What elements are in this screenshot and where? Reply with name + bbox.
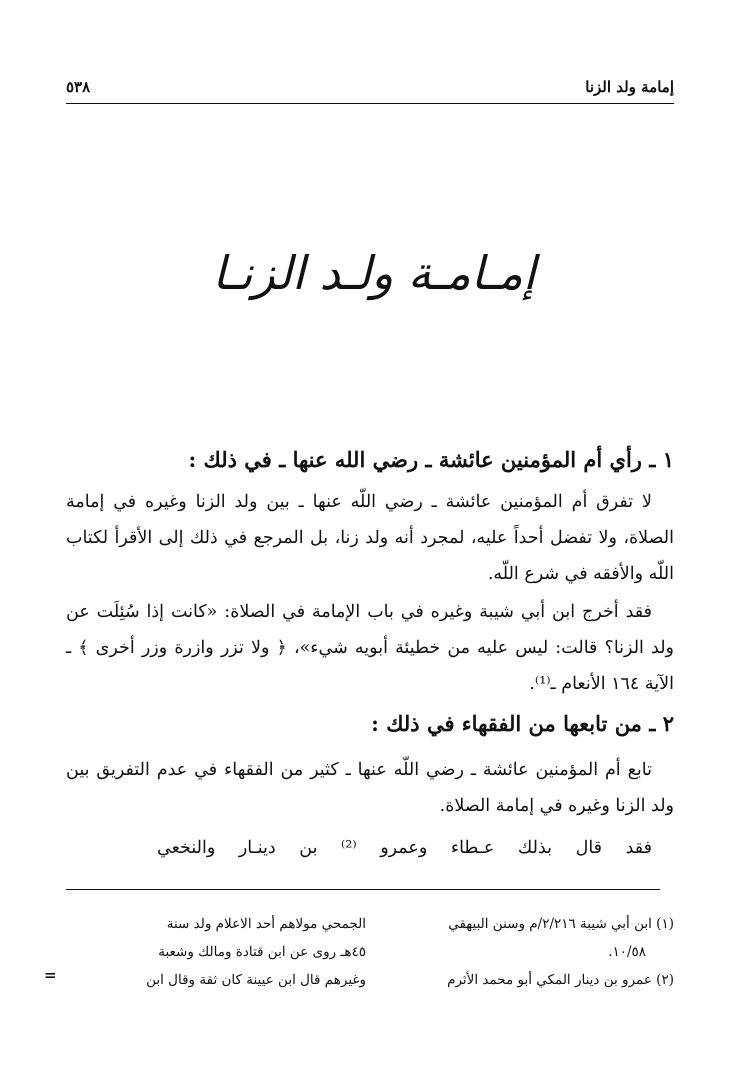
section-1-paragraph-1 — [66, 484, 674, 592]
paragraph: تابع أم المؤمنين عائشة ـ رضي اللّه عنها ـ كثير من الفقهاء في عدم التفريق بين ولد الزنا وغيره في إمامة الصلاة. — [66, 760, 674, 816]
footnotes-right-column — [374, 910, 674, 994]
footnote-1: (١) ابن أبي شيبة ٢/٢١٦/م وسنن البيهقي — [448, 916, 674, 932]
paragraph: فقد أخرج ابن أبي شيبة وغيره في باب الإمامة في الصلاة: «كانت إذا سُئِلَت عن ولد الزنا؟ قالت: ليس عليه من خطيئة أبويه شيء»، ﴿ ولا تزر وازرة وزر أخرى ﴾ ـ الآية ١٦٤ الأنعام ـ⁽¹⁾. — [66, 602, 674, 694]
footnote-2-line-4: وغيرهم قال ابن عيينة كان ثقة وقال ابن — [146, 972, 366, 988]
spaced-line: فقد قال بذلك عـطاء وعمرو ⁽²⁾ بن دينـار والنخعي — [157, 838, 652, 858]
footnote-1-continuation: ١٠/٥٨. — [608, 944, 646, 960]
section-heading: ١ ـ رأي أم المؤمنين عائشة ـ رضي الله عنها ـ في ذلك : — [188, 447, 674, 472]
section-heading: ٢ ـ من تابعها من الفقهاء في ذلك : — [371, 711, 674, 736]
footnotes-left-column — [66, 910, 366, 994]
footnote-2: (٢) عمرو بن دينار المكي أبو محمد الأثرم — [447, 972, 674, 988]
section-1 — [66, 440, 674, 480]
footnote-2-line-3: ٤٥هـ روى عن ابن قتادة ومالك وشعبة — [158, 944, 366, 960]
page-number: ٥٣٨ — [66, 78, 91, 96]
section-2-paragraph-1 — [66, 752, 674, 824]
header-rule — [66, 103, 674, 104]
footnote-2-line-2: الجمحي مولاهم أحد الاعلام ولد سنة — [166, 916, 366, 932]
continuation-mark: = — [44, 966, 57, 984]
chapter-title: إمـامـة ولـد الزنـا — [212, 246, 536, 300]
footnote-rule — [66, 889, 660, 890]
running-header — [66, 78, 674, 102]
section-2 — [66, 704, 674, 744]
section-1-paragraph-2 — [66, 594, 674, 702]
running-title: إمامة ولد الزنا — [585, 78, 674, 96]
paragraph: لا تفرق أم المؤمنين عائشة ـ رضي اللّه عنها ـ بين ولد الزنا وغيره في إمامة الصلاة، ولا تفضل أحداً عليه، لمجرد أنه ولد زنا، بل المرجع في ذلك إلى الأقرأ لكتاب اللّه والأفقه في شرع اللّه. — [66, 492, 674, 584]
section-2-spaced-line — [66, 830, 674, 866]
